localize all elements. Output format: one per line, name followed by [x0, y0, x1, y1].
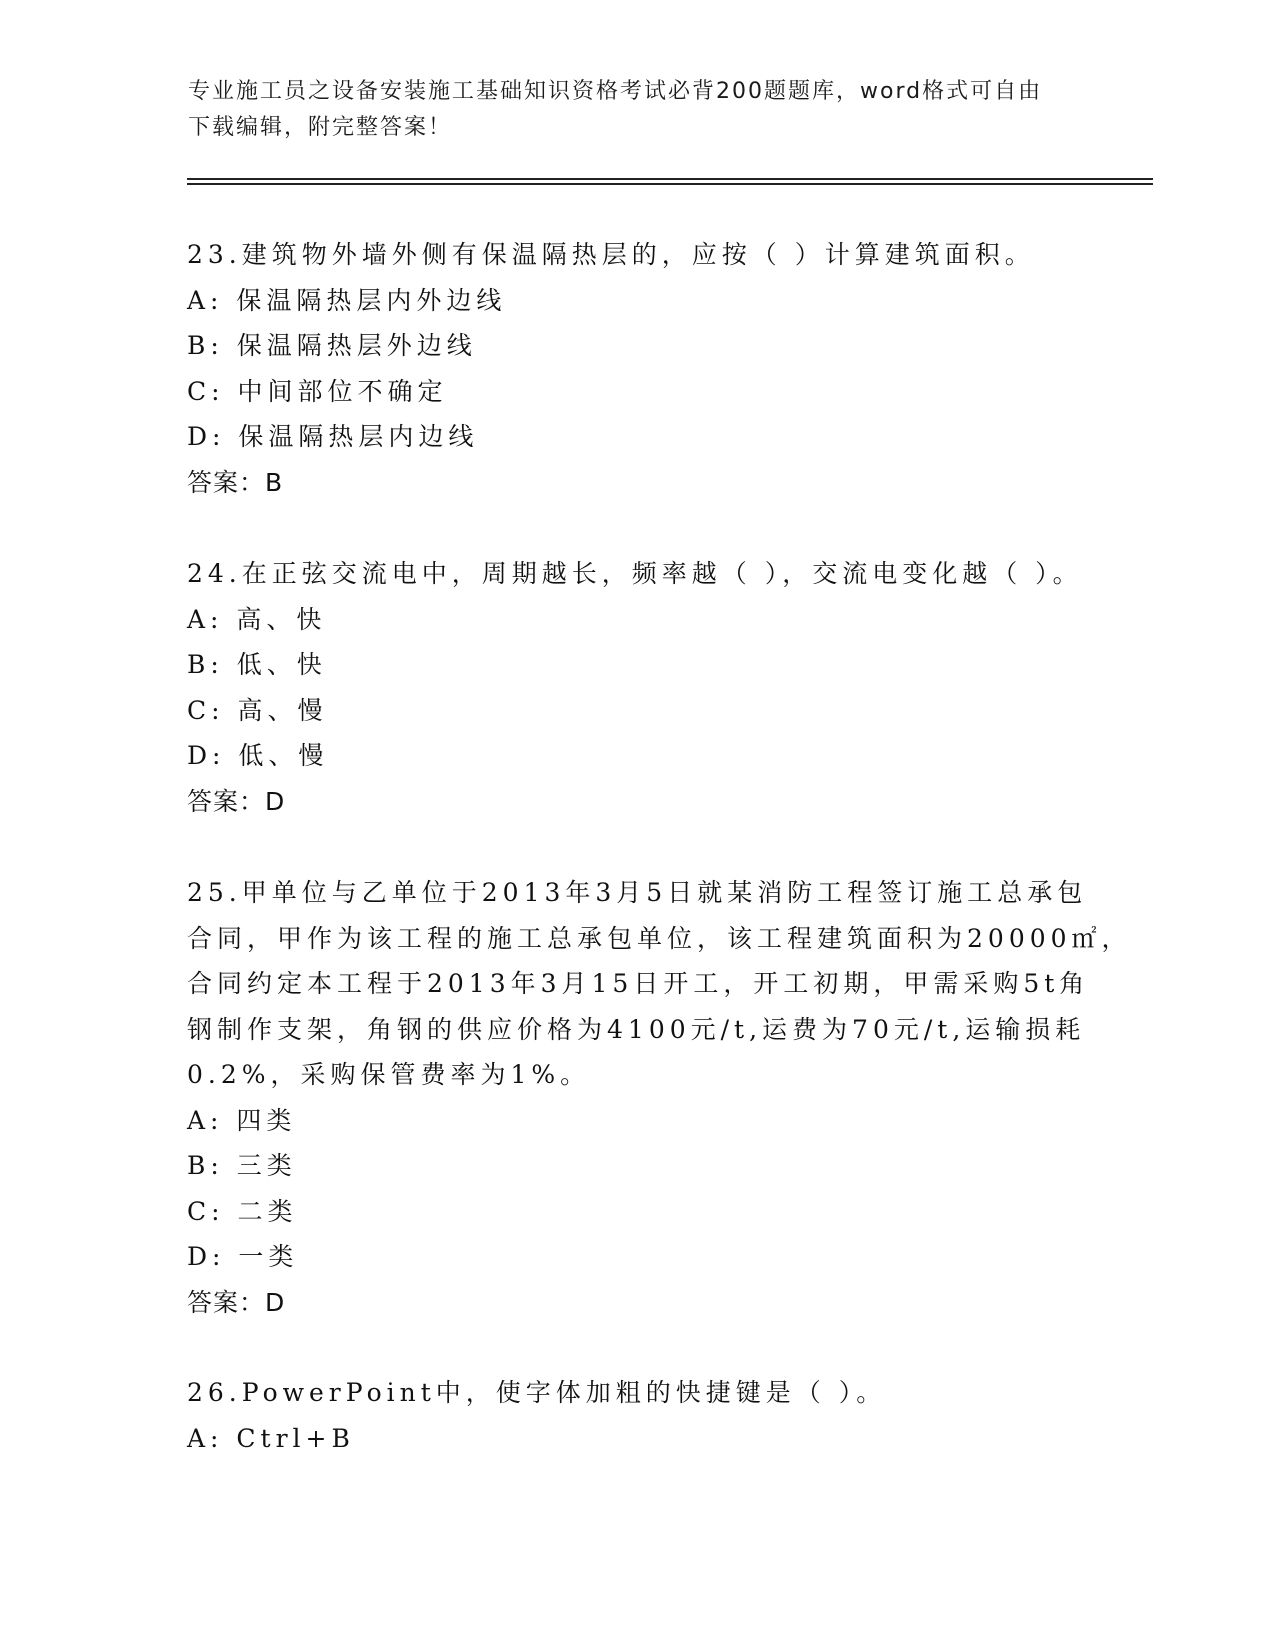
option-b: B: 三类: [187, 1151, 297, 1180]
question-25: [187, 870, 1132, 1325]
document-header: [188, 74, 1088, 146]
question-stem: 23.建筑物外墙外侧有保温隔热层的，应按（ ）计算建筑面积。: [187, 240, 1035, 269]
question-stem-line-3: 合同约定本工程于2013年3月15日开工，开工初期，甲需采购5t角: [187, 969, 1090, 998]
question-stem: 26.PowerPoint中，使字体加粗的快捷键是（ ）。: [187, 1378, 887, 1407]
option-d: D: 一类: [187, 1242, 299, 1271]
option-c: C: 中间部位不确定: [187, 376, 448, 406]
question-stem-line-1: 25.甲单位与乙单位于2013年3月5日就某消防工程签订施工总承包: [187, 878, 1088, 907]
option-c: C: 二类: [187, 1196, 298, 1226]
option-a: A: 保温隔热层内外边线: [187, 285, 507, 315]
question-stem: 24.在正弦交流电中，周期越长，频率越（ ），交流电变化越（ ）。: [187, 559, 1083, 588]
header-line-2: 下载编辑，附完整答案！: [188, 115, 453, 140]
answer-line: 答案：D: [187, 786, 286, 816]
option-d: D: 低、慢: [187, 741, 329, 770]
answer-line: 答案：B: [187, 467, 284, 497]
question-stem-line-4: 钢制作支架，角钢的供应价格为4100元/t,运费为70元/t,运输损耗: [187, 1014, 1086, 1044]
header-divider-top: [187, 178, 1153, 180]
question-stem-line-2: 合同，甲作为该工程的施工总承包单位，该工程建筑面积为20000㎡，: [187, 923, 1132, 953]
header-divider-bottom: [187, 183, 1153, 185]
question-stem-line-5: 0.2%，采购保管费率为1%。: [187, 1060, 591, 1089]
option-c: C: 高、慢: [187, 695, 328, 725]
option-a: A: 高、快: [187, 604, 327, 634]
question-26: [187, 1370, 1087, 1461]
header-line-1: 专业施工员之设备安装施工基础知识资格考试必背200题题库，word格式可自由: [188, 79, 1043, 104]
option-b: B: 低、快: [187, 650, 327, 679]
question-24: [187, 551, 1087, 824]
option-a: A: Ctrl+B: [187, 1423, 355, 1453]
option-d: D: 保温隔热层内边线: [187, 422, 479, 451]
question-23: [187, 232, 1087, 505]
option-a: A: 四类: [187, 1105, 297, 1135]
answer-line: 答案：D: [187, 1287, 286, 1317]
option-b: B: 保温隔热层外边线: [187, 331, 477, 360]
